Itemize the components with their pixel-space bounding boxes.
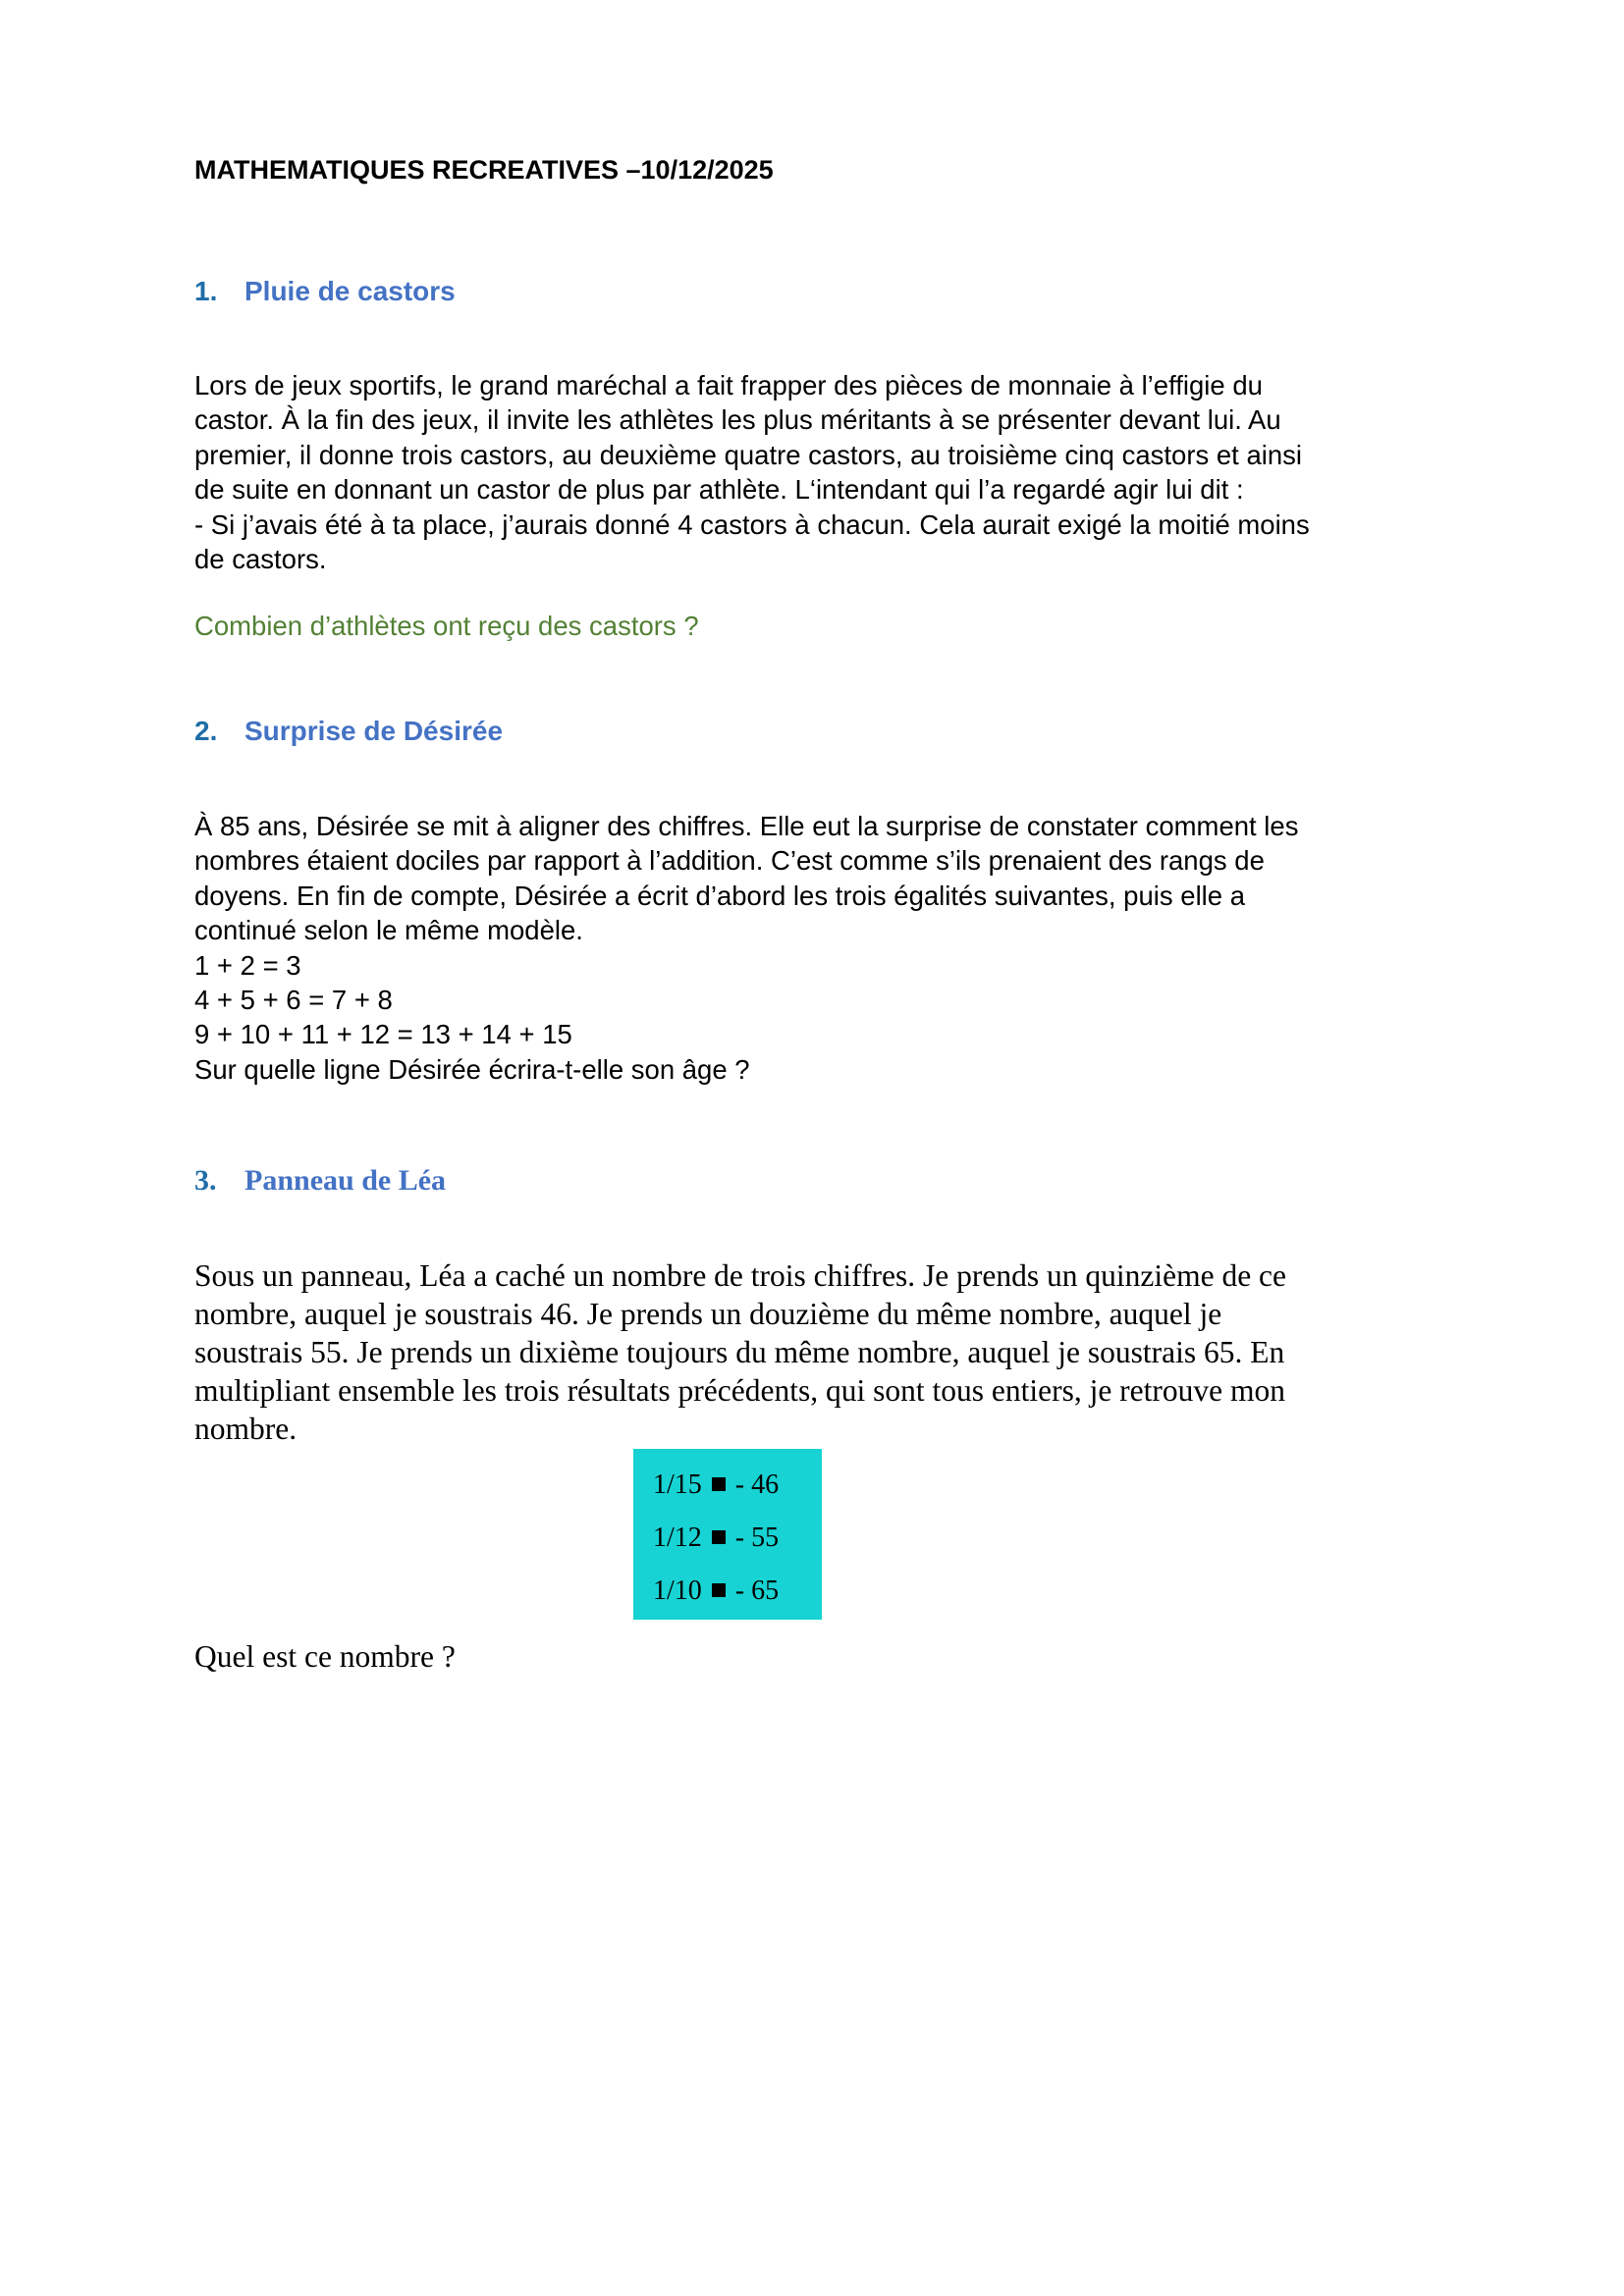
paragraph-line: de castors. bbox=[194, 544, 327, 575]
section-2-heading bbox=[194, 716, 503, 747]
paragraph-line: premier, il donne trois castors, au deuxième quatre castors, au troisième cinq castors et ainsi bbox=[194, 439, 1303, 470]
sign-row bbox=[633, 1459, 822, 1512]
paragraph-line: de suite en donnant un castor de plus par athlète. L‘intendant qui l’a regardé agir lui dit : bbox=[194, 474, 1244, 506]
black-square-icon bbox=[712, 1530, 726, 1544]
paragraph-line: Sous un panneau, Léa a caché un nombre de trois chiffres. Je prends un quinzième de ce bbox=[194, 1258, 1287, 1293]
sign-row bbox=[633, 1565, 822, 1618]
section-3-number: 3. bbox=[194, 1164, 217, 1197]
paragraph-line: Lors de jeux sportifs, le grand maréchal a fait frapper des pièces de monnaie à l’effigie du bbox=[194, 370, 1263, 400]
sign-operation: - 55 bbox=[734, 1522, 780, 1553]
section-2-title: Surprise de Désirée bbox=[244, 716, 504, 746]
paragraph-line: À 85 ans, Désirée se mit à aligner des chiffres. Elle eut la surprise de constater comment les bbox=[194, 811, 1299, 841]
section-1-heading bbox=[194, 276, 456, 307]
sign-fraction: 1/12 bbox=[653, 1522, 702, 1553]
sign-fraction: 1/15 bbox=[653, 1469, 702, 1500]
hidden-number-sign bbox=[633, 1449, 822, 1620]
paragraph-line: continué selon le même modèle. bbox=[194, 915, 583, 946]
sign-operation: - 46 bbox=[734, 1469, 780, 1500]
section-3-question: Quel est ce nombre ? bbox=[194, 1639, 456, 1674]
sign-operation: - 65 bbox=[734, 1575, 780, 1606]
paragraph-line: nombre. bbox=[194, 1412, 298, 1446]
document-title: MATHEMATIQUES RECREATIVES –10/12/2025 bbox=[194, 155, 774, 185]
paragraph-line: doyens. En fin de compte, Désirée a écrit d’abord les trois égalités suivantes, puis elle a bbox=[194, 880, 1246, 911]
black-square-icon bbox=[712, 1583, 726, 1597]
equation-line: 1 + 2 = 3 bbox=[194, 949, 301, 981]
section-3-paragraph bbox=[194, 1256, 1437, 1448]
section-1-question: Combien d’athlètes ont reçu des castors ? bbox=[194, 611, 699, 641]
section-2-question: Sur quelle ligne Désirée écrira-t-elle son âge ? bbox=[194, 1053, 750, 1085]
section-1-number: 1. bbox=[194, 276, 218, 306]
section-2-paragraph bbox=[194, 809, 1437, 1087]
section-3-title: Panneau de Léa bbox=[244, 1164, 447, 1197]
equation-line: 9 + 10 + 11 + 12 = 13 + 14 + 15 bbox=[194, 1019, 572, 1050]
paragraph-line: nombre, auquel je soustrais 46. Je prends un douzième du même nombre, auquel je bbox=[194, 1297, 1222, 1331]
sign-row bbox=[633, 1512, 822, 1565]
paragraph-line: castor. À la fin des jeux, il invite les athlètes les plus méritants à se présenter devant lui. Au bbox=[194, 404, 1281, 436]
section-3-heading bbox=[194, 1164, 446, 1198]
section-1-title: Pluie de castors bbox=[244, 276, 456, 306]
black-square-icon bbox=[712, 1477, 726, 1491]
paragraph-line: multipliant ensemble les trois résultats précédents, qui sont tous entiers, je retrouve mon bbox=[194, 1373, 1286, 1408]
section-1-paragraph bbox=[194, 368, 1437, 576]
paragraph-line: - Si j’avais été à ta place, j’aurais donné 4 castors à chacun. Cela aurait exigé la moitié moins bbox=[194, 508, 1310, 540]
section-2-number: 2. bbox=[194, 716, 218, 746]
equation-line: 4 + 5 + 6 = 7 + 8 bbox=[194, 985, 393, 1016]
paragraph-line: soustrais 55. Je prends un dixième toujours du même nombre, auquel je soustrais 65. En bbox=[194, 1335, 1285, 1369]
paragraph-line: nombres étaient dociles par rapport à l’addition. C’est comme s’ils prenaient des rangs de bbox=[194, 845, 1265, 877]
sign-fraction: 1/10 bbox=[653, 1575, 702, 1606]
